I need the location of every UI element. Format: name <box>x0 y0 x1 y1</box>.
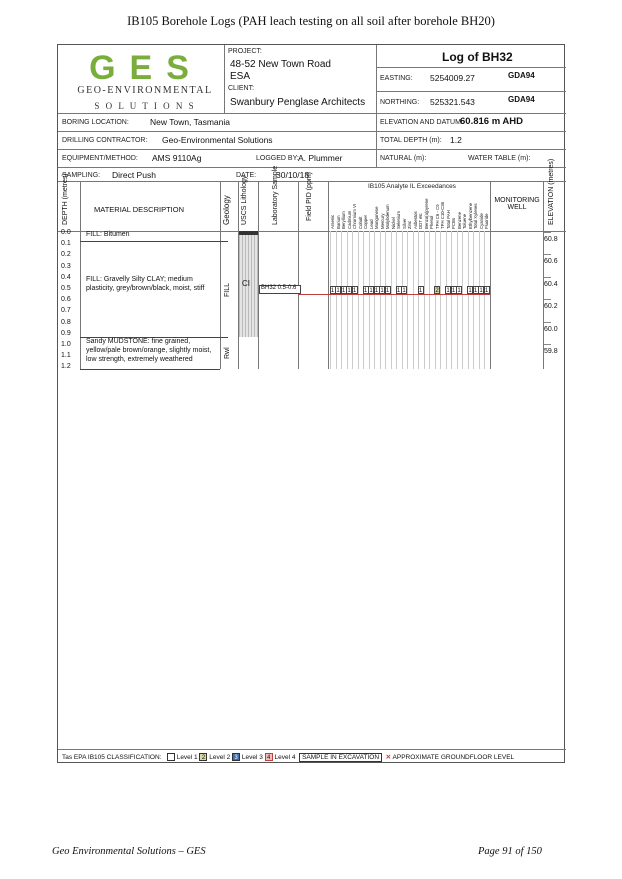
total-depth-value: 1.2 <box>450 135 462 145</box>
level-cell: 1 <box>396 288 401 294</box>
analyte-label: Mercury <box>379 213 385 229</box>
depth-column-header: DEPTH (metres) <box>62 173 69 225</box>
level-cell: 1 <box>402 288 406 294</box>
legend-level1: Level 1 <box>176 754 198 761</box>
level-cell: 1 <box>380 288 384 294</box>
depth-tick: 0.6 <box>61 296 71 304</box>
logo-line-2: S O L U T I O N S <box>94 101 196 111</box>
analyte-gridline <box>402 231 403 369</box>
analyte-gridline <box>468 231 469 369</box>
analyte-gridline <box>374 231 375 369</box>
level-cell: 1 <box>330 288 335 294</box>
analyte-gridline <box>473 231 474 369</box>
lab-sample-column-header: Laboratory Sample <box>272 165 279 225</box>
analyte-label: Cadmium <box>346 210 352 229</box>
analyte-label: PCBs <box>451 218 456 229</box>
analyte-label: Molybdenum <box>385 204 390 229</box>
analyte-label: Benzene <box>456 212 462 229</box>
level-cell: 2 <box>435 288 439 294</box>
analyte-label: Beryllium <box>341 211 346 229</box>
logo-line-1: GEO-ENVIRONMENTAL <box>77 85 213 96</box>
depth-tick: 1.1 <box>61 352 71 360</box>
depth-tick: 0.9 <box>61 329 71 337</box>
elevation-tick: —59.8 <box>544 341 558 355</box>
analyte-gridline <box>369 231 370 369</box>
depth-tick: 0.2 <box>61 251 71 259</box>
analyte-label: Total PAH <box>445 210 451 229</box>
easting-value: 5254009.27 <box>430 73 475 83</box>
level-cell: 1 <box>336 288 340 294</box>
analyte-label: Benzo(a)pyrene <box>423 198 429 229</box>
analyte-label: Barium <box>335 215 341 229</box>
client-value: Swanbury Penglase Architects <box>230 97 366 108</box>
analyte-label: Zinc <box>407 220 412 229</box>
elevation-value: 60.816 m AHD <box>460 116 524 127</box>
water-table-label: WATER TABLE (m): <box>468 155 531 162</box>
layer-fill-clay: FILL: Gravelly Silty CLAY; medium plasticity, grey/brown/black, moist, stiff <box>86 276 205 292</box>
elevation-column-header: ELEVATION (metres) <box>548 158 555 225</box>
uscs-ci: CI <box>242 279 250 288</box>
northing-label: NORTHING: <box>380 99 420 106</box>
geology-column-header: Geology <box>222 195 231 225</box>
level-cell: 1 <box>369 288 373 294</box>
level-cell: 1 <box>473 288 478 294</box>
legend-level4: Level 4 <box>274 754 296 761</box>
easting-label: EASTING: <box>380 75 413 82</box>
cross-icon: ✕ <box>385 754 392 761</box>
drilling-contractor-value: Geo-Environmental Solutions <box>162 135 273 145</box>
analyte-gridline <box>413 231 414 369</box>
elevation-tick: —60.0 <box>544 318 558 333</box>
analyte-label: Phenol <box>429 215 434 229</box>
analyte-gridline <box>462 231 463 369</box>
ges-logo <box>86 49 206 88</box>
date-value: 30/10/18 <box>276 170 310 180</box>
logo-letters: GES <box>89 49 203 87</box>
monitoring-column-header: MONITORING WELL <box>494 197 540 211</box>
analyte-gridline <box>424 231 425 369</box>
level-cell: 1 <box>418 288 423 294</box>
analyte-label: Asbestos <box>412 211 418 229</box>
level3-swatch: 3 <box>232 753 240 761</box>
legend-groundfloor: APPROXIMATE GROUNDFLOOR LEVEL <box>392 754 515 761</box>
analyte-label: Fluoride <box>484 213 489 229</box>
total-depth-label: TOTAL DEPTH (m): <box>380 137 442 144</box>
document-title: IB105 Borehole Logs (PAH leach testing on all soil after borehole BH20) <box>127 14 495 28</box>
analyte-gridline <box>484 231 485 369</box>
analyte-label: Selenium <box>396 211 401 229</box>
logged-by-label: LOGGED BY: <box>256 155 299 162</box>
elevation-tick: —60.6 <box>544 251 558 266</box>
analyte-label: Nickel <box>390 217 396 229</box>
analyte-gridline <box>451 231 452 369</box>
analyte-label: DDT etc <box>418 213 423 229</box>
analyte-gridline <box>330 231 331 369</box>
level-cell: 1 <box>352 288 357 294</box>
level-cell: 1 <box>341 288 346 294</box>
level-cell: 1 <box>385 288 390 294</box>
analyte-label: Total Xylenes <box>473 203 478 229</box>
project-value-2: ESA <box>230 71 251 82</box>
legend-level2: Level 2 <box>209 754 231 761</box>
analyte-gridline <box>347 231 348 369</box>
date-label: DATE: <box>236 172 257 179</box>
analyte-gridline <box>457 231 458 369</box>
analyte-label: TPH C10-C36 <box>440 202 445 229</box>
level4-swatch: 4 <box>265 753 273 761</box>
lab-sample-id: BH32 0.5-0.6 <box>261 285 297 291</box>
log-title: Log of BH32 <box>442 50 513 64</box>
sample-row-line <box>298 294 490 295</box>
level-cell: 1 <box>484 288 489 294</box>
depth-tick: 0.4 <box>61 273 71 281</box>
level-cell: 1 <box>446 288 450 294</box>
analyte-header: IB105 Analyte IL Exceedances <box>368 183 456 190</box>
analyte-gridline <box>440 231 441 369</box>
depth-tick: 0.7 <box>61 307 71 315</box>
analyte-gridline <box>479 231 480 369</box>
boring-location-value: New Town, Tasmania <box>150 117 231 127</box>
legend-level3: Level 3 <box>241 754 263 761</box>
analyte-gridline <box>336 231 337 369</box>
analyte-label: Cyanide <box>478 213 484 229</box>
analyte-label: Silver <box>401 218 407 229</box>
depth-tick: 1.0 <box>61 341 71 348</box>
borehole-log-sheet <box>57 44 565 763</box>
depth-tick: 0.5 <box>61 285 71 292</box>
elevation-tick: —60.2 <box>544 296 558 311</box>
analyte-gridline <box>358 231 359 369</box>
analyte-label: Cobalt <box>357 216 363 229</box>
legend-title: Tas EPA IB105 CLASSIFICATION: <box>62 754 162 761</box>
level-cell: 1 <box>347 288 351 294</box>
level-cell: 1 <box>479 288 483 294</box>
analyte-label: TPH C6 - C9 <box>434 204 440 229</box>
level-cell: 1 <box>468 288 472 294</box>
field-pid-column-header: Field PID (ppm) <box>306 171 313 221</box>
easting-datum: GDA94 <box>508 71 535 80</box>
analyte-gridline <box>385 231 386 369</box>
depth-tick: 0.0 <box>61 229 71 236</box>
analyte-label: Chromium VI <box>352 203 357 229</box>
level-cell: 1 <box>457 288 461 294</box>
analyte-gridline <box>435 231 436 369</box>
equipment-value: AMS 9110Ag <box>152 153 202 163</box>
analyte-gridline <box>418 231 419 369</box>
project-label: PROJECT: <box>228 48 262 55</box>
drilling-contractor-label: DRILLING CONTRACTOR: <box>62 137 148 144</box>
level2-swatch: 2 <box>199 753 207 761</box>
elevation-tick: —60.4 <box>544 273 558 288</box>
level-cell: 1 <box>374 288 379 294</box>
elevation-tick: —60.8 <box>544 229 558 243</box>
analyte-label: Copper <box>363 214 368 229</box>
elevation-label: ELEVATION AND DATUM: <box>380 119 463 126</box>
depth-tick: 0.3 <box>61 262 71 270</box>
level-cell: 1 <box>363 288 368 294</box>
logged-by-value: A. Plummer <box>298 153 343 163</box>
analyte-label: Lead <box>368 219 374 229</box>
level-cell: 1 <box>451 288 456 294</box>
analyte-label: Manganese <box>374 206 379 229</box>
uscs-column-header: USCS Lithology <box>241 175 248 225</box>
legend <box>62 753 514 761</box>
analyte-gridline <box>446 231 447 369</box>
level1-swatch <box>167 753 175 761</box>
uscs-bitumen-fill <box>239 231 258 235</box>
client-label: CLIENT: <box>228 85 255 92</box>
analyte-gridline <box>352 231 353 369</box>
project-value-1: 48-52 New Town Road <box>230 59 331 70</box>
analyte-gridline <box>341 231 342 369</box>
depth-tick: 0.8 <box>61 318 71 326</box>
analyte-gridline <box>363 231 364 369</box>
analyte-gridline <box>396 231 397 369</box>
equipment-label: EQUIPMENT/METHOD: <box>62 155 138 162</box>
geology-rwl: Rwl <box>224 347 231 359</box>
analyte-gridline <box>391 231 392 369</box>
footer-left: Geo Environmental Solutions – GES <box>52 846 206 857</box>
analyte-gridline <box>429 231 430 369</box>
depth-tick: 0.1 <box>61 240 71 248</box>
depth-tick: 1.2 <box>61 363 71 371</box>
boring-location-label: BORING LOCATION: <box>62 119 129 126</box>
footer-right: Page 91 of 150 <box>478 846 542 857</box>
northing-datum: GDA94 <box>508 95 535 104</box>
analyte-gridline <box>407 231 408 369</box>
analyte-label: Arsenic <box>330 214 335 229</box>
natural-label: NATURAL (m): <box>380 155 427 162</box>
layer-mudstone: Sandy MUDSTONE: fine grained, yellow/pale brown/orange, slightly moist, low strength, extremely weathered <box>86 338 212 363</box>
layer-bitumen: FILL: Bitumen <box>86 231 130 238</box>
analyte-label: Toluene <box>462 213 467 229</box>
sampling-value: Direct Push <box>112 170 156 180</box>
sampling-label: SAMPLING: <box>62 172 101 179</box>
material-column-header: MATERIAL DESCRIPTION <box>94 205 185 214</box>
geology-fill: FILL <box>224 282 231 297</box>
analyte-label: Ethylbenzene <box>467 202 473 229</box>
analyte-gridline <box>380 231 381 369</box>
legend-sample-marker: SAMPLE IN EXCAVATION <box>299 753 382 762</box>
northing-value: 525321.543 <box>430 97 475 107</box>
